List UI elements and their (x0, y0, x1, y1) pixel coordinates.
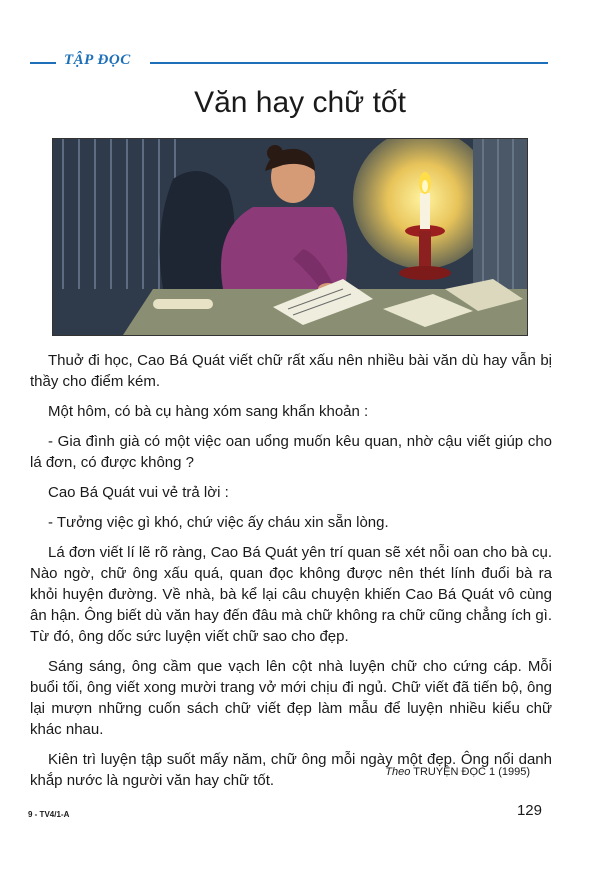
paragraph: Lá đơn viết lí lẽ rõ ràng, Cao Bá Quát yên trí quan sẽ xét nỗi oan cho bà cụ. Nào ngờ, chữ ông xấu quá, quan đọc không được nên thét lính đuổi bà ra khỏi huyện đường. Về nhà, bà kể lại câu chuyện khiến Cao Bá Quát vô cùng ân hận. Ông biết dù văn hay đến đâu mà chữ không ra chữ cũng chẳng ích gì. Từ đó, ông dốc sức luyện viết chữ sao cho đẹp. (30, 544, 552, 645)
paragraph: Thuở đi học, Cao Bá Quát viết chữ rất xấu nên nhiều bài văn dù hay vẫn bị thầy cho điểm kém. (30, 352, 552, 390)
page-code: 9 - TV4/1-A (28, 810, 70, 819)
header-rule-left (30, 62, 56, 64)
section-label: TẬP ĐỌC (64, 52, 131, 68)
source-name: TRUYỆN ĐỌC 1 (1995) (413, 766, 530, 778)
story-illustration (52, 138, 528, 336)
scholar-writing-by-candle-illustration (53, 139, 527, 335)
source-citation (385, 766, 530, 778)
paragraph: Cao Bá Quát vui vẻ trả lời : (48, 484, 229, 501)
paragraph: Sáng sáng, ông cầm que vạch lên cột nhà luyện chữ cho cứng cáp. Mỗi buổi tối, ông viết xong mười trang vở mới chịu đi ngủ. Chữ viết đã tiến bộ, ông lại mượn những cuốn sách chữ viết đẹp làm mẫu để luyện nhiều kiểu chữ khác nhau. (30, 658, 552, 738)
story-body (30, 350, 552, 800)
paragraph: Kiên trì luyện tập suốt mấy năm, chữ ông mỗi ngày một đẹp. Ông nổi danh khắp nước là người văn hay chữ tốt. (30, 751, 552, 789)
source-prefix: Theo (385, 766, 411, 778)
paragraph: - Tưởng việc gì khó, chứ việc ấy cháu xin sẵn lòng. (48, 514, 389, 531)
page-number: 129 (516, 802, 542, 819)
paragraph: Một hôm, có bà cụ hàng xóm sang khẩn khoản : (48, 403, 369, 420)
section-header (30, 52, 548, 72)
paragraph: - Gia đình già có một việc oan uổng muốn kêu quan, nhờ cậu viết giúp cho lá đơn, có được không ? (30, 433, 552, 471)
header-rule-right (150, 62, 548, 64)
lesson-title: Văn hay chữ tốt (194, 86, 406, 119)
